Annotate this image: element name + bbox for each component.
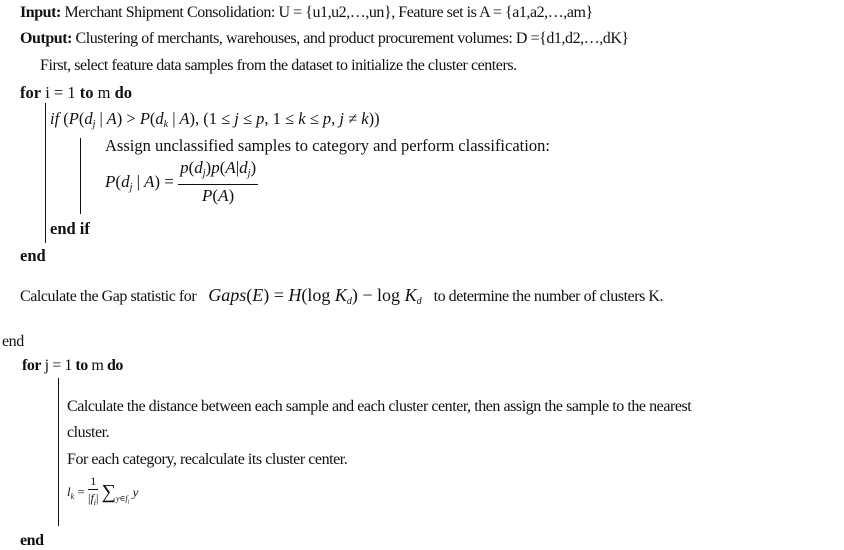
loop2-end <box>20 532 44 550</box>
loop1-m: m <box>93 83 115 102</box>
loop2-header <box>22 357 123 375</box>
kw-to: to <box>75 357 88 374</box>
output-label: Output: <box>20 30 72 47</box>
end-kw: end <box>20 532 44 549</box>
output-line <box>20 30 629 48</box>
recalc-text: For each category, recalculate its cluster center. <box>67 451 348 468</box>
center-formula: $l_k$ = $\frac{1}{|f_i|}$ $\sum_{y\in f_i}$ y <box>67 474 139 507</box>
loop1-header <box>20 83 132 103</box>
input-text: Merchant Shipment Consolidation: U = {u1,u2,…,un}, Feature set is A = {a1,a2,…,am} <box>60 4 593 21</box>
gap-formula: Gaps(E) = H(log $K_d) - \log K_d$ <box>208 285 422 307</box>
loop2-m: m <box>87 357 107 374</box>
init-step: First, select feature data samples from the dataset to initialize the cluster centers. <box>40 57 517 74</box>
loop1-end <box>20 246 46 266</box>
loop2-block-bar <box>58 378 59 526</box>
gap-suffix: to determine the number of clusters K. <box>433 288 664 305</box>
outer-end: end <box>2 333 24 350</box>
kw-do: do <box>114 83 132 102</box>
kw-for: for <box>20 83 42 102</box>
kw-do: do <box>106 357 123 374</box>
loop1-range: i = 1 <box>41 83 80 102</box>
if-condition: if ($P(d_j$ | $A) > P(d_k$ | A), (1 ≤ j ≤ p, 1 ≤ k ≤ p, j ≠ k)) <box>50 109 380 130</box>
loop1-block-bar <box>45 103 46 243</box>
distance-text-line1: Calculate the distance between each sample and each cluster center, then assign the sample to the nearest <box>67 398 692 415</box>
input-line <box>20 4 593 22</box>
gap-step <box>20 285 663 307</box>
output-text: Clustering of merchants, warehouses, and product procurement volumes: D ={d1,d2,…,dK} <box>71 30 629 47</box>
distance-text-line2: cluster. <box>67 424 110 441</box>
bayes-fraction: $\frac{p(d_j)p(A|d_j)}{P(A)}$ <box>180 158 257 205</box>
input-label: Input: <box>20 4 61 21</box>
assign-text: Assign unclassified samples to category and perform classification: <box>105 136 550 155</box>
end-kw: end <box>20 246 46 265</box>
kw-for: for <box>22 357 42 374</box>
end-if <box>50 219 90 239</box>
gap-prefix: Calculate the Gap statistic for <box>20 288 197 305</box>
bayes-formula: $P(d_j$ | A) = $\frac{p(d_j)p(A|d_j)}{P(A)}$ <box>105 158 257 205</box>
loop2-range: j = 1 <box>41 357 76 374</box>
if-block-bar <box>80 138 81 214</box>
end-if-kw: end if <box>50 219 90 238</box>
kw-to: to <box>79 83 94 102</box>
